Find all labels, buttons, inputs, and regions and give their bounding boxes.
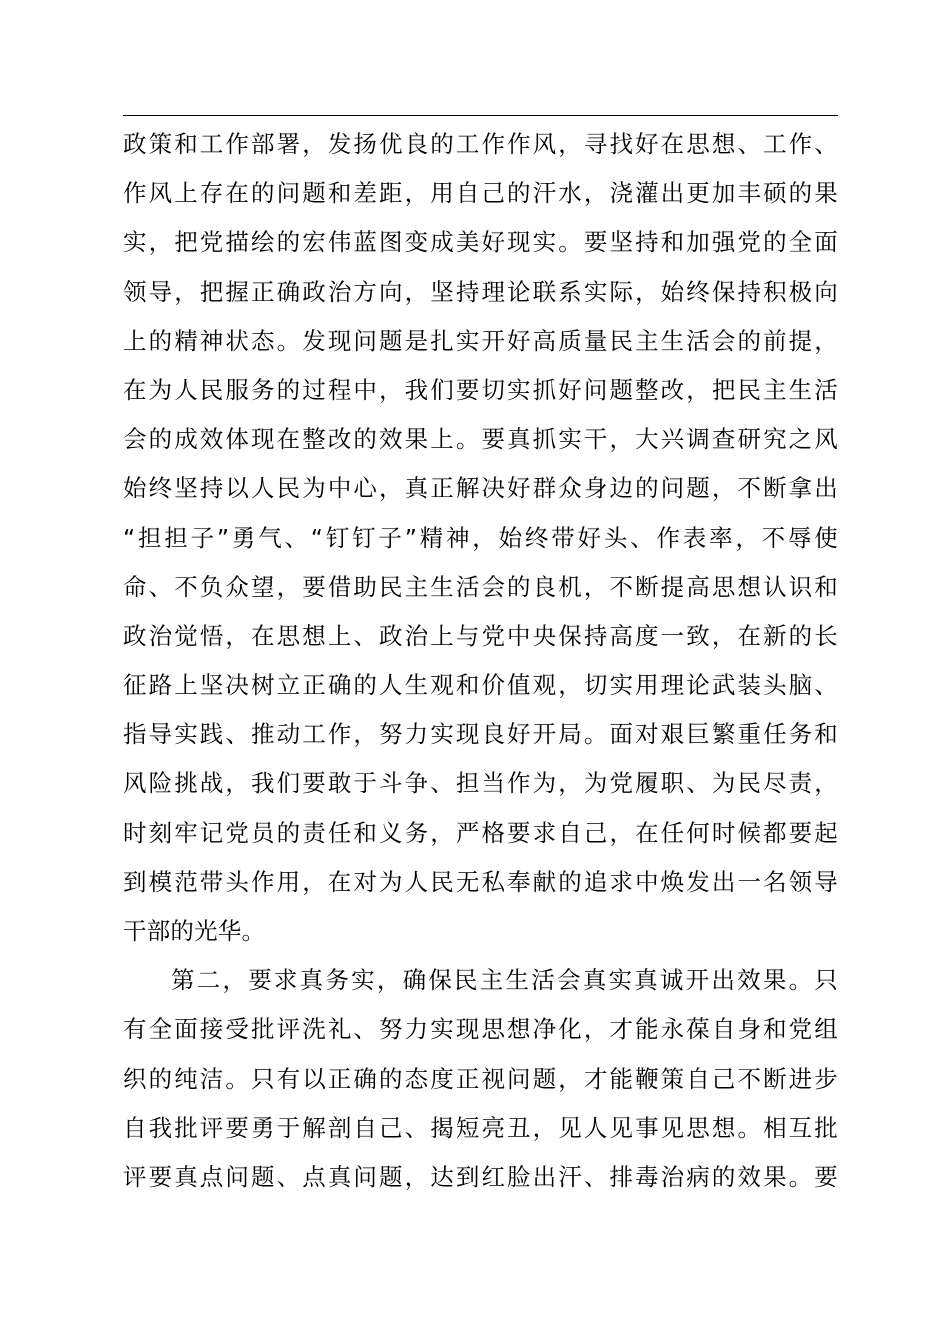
text-line: 领导，把握正确政治方向，坚持理论联系实际，始终保持积极向 [123,277,838,306]
text-line: 指导实践、推动工作，努力实现良好开局。面对艰巨繁重任务和 [123,720,838,749]
paragraph-end-line: 干部的光华。 [123,917,266,945]
text-line: 会的成效体现在整改的效果上。要真抓实干，大兴调查研究之风 [123,425,838,454]
text-line: 始终坚持以人民为中心，真正解决好群众身边的问题，不断拿出 [123,474,838,503]
header-rule [123,115,838,116]
text-line: 命、不负众望，要借助民主生活会的良机，不断提高思想认识和 [123,572,838,601]
text-line: 上的精神状态。发现问题是扎实开好高质量民主生活会的前提， [123,326,838,355]
body-text [123,120,838,1202]
text-line: 有全面接受批评洗礼、努力实现思想净化，才能永葆自身和党组 [123,1015,838,1044]
text-line: 政策和工作部署，发扬优良的工作作风，寻找好在思想、工作、 [123,130,838,158]
text-line: 到模范带头作用，在对为人民无私奉献的追求中焕发出一名领导 [123,867,838,896]
section-heading-line: 第二，要求真务实，确保民主生活会真实真诚开出效果。只 [171,966,838,995]
text-line: 政治觉悟，在思想上、政治上与党中央保持高度一致，在新的长 [123,621,838,650]
text-line: 风险挑战，我们要敢于斗争、担当作为，为党履职、为民尽责， [123,769,838,798]
text-line: 织的纯洁。只有以正确的态度正视问题，才能鞭策自己不断进步 [123,1064,838,1093]
text-line: 在为人民服务的过程中，我们要切实抓好问题整改，把民主生活 [123,375,838,404]
text-line: 实，把党描绘的宏伟蓝图变成美好现实。要坚持和加强党的全面 [123,228,838,257]
text-line: 评要真点问题、点真问题，达到红脸出汗、排毒治病的效果。要 [123,1162,838,1191]
text-line: 征路上坚决树立正确的人生观和价值观，切实用理论武装头脑、 [123,671,838,700]
text-line: 作风上存在的问题和差距，用自己的汗水，浇灌出更加丰硕的果 [123,179,838,208]
text-line: 时刻牢记党员的责任和义务，严格要求自己，在任何时候都要起 [123,818,838,847]
text-line: “担担子”勇气、“钉钉子”精神，始终带好头、作表率，不辱使 [123,523,838,552]
text-line: 自我批评要勇于解剖自己、揭短亮丑，见人见事见思想。相互批 [123,1113,838,1142]
